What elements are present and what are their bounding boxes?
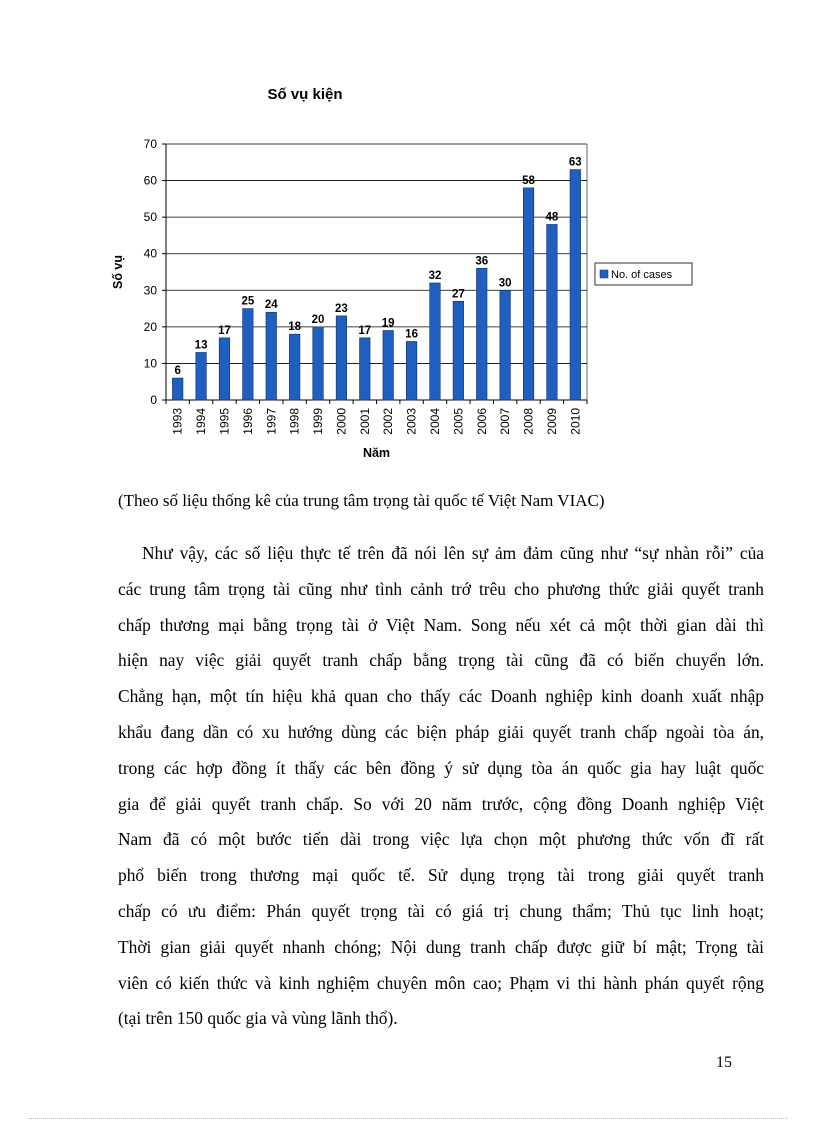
- page-number: 15: [716, 1054, 732, 1071]
- bar: [453, 301, 464, 400]
- bar: [219, 338, 230, 400]
- paragraph-line: khẩu đang dần có xu hướng dùng các biện pháp giải quyết tranh chấp ngoài tòa án,: [118, 721, 764, 742]
- paragraph-line: viên có kiến thức và kinh nghiệm chuyên môn cao; Phạm vi thi hành phán quyết rộng: [118, 972, 764, 993]
- paragraph-line: Chẳng hạn, một tín hiệu khả quan cho thấy các Doanh nghiệp kinh doanh xuất nhập: [118, 686, 764, 707]
- y-tick-label: 10: [143, 356, 157, 371]
- bar: [266, 312, 277, 400]
- bar-value-label: 25: [241, 295, 255, 308]
- x-tick-label: 1997: [264, 408, 279, 435]
- bar: [196, 352, 207, 400]
- bar: [547, 224, 558, 400]
- bar-value-label: 17: [358, 324, 372, 337]
- y-tick-label: 0: [150, 393, 157, 407]
- y-tick-label: 20: [143, 319, 157, 334]
- x-tick-label: 2002: [381, 408, 396, 435]
- paragraph-line: (tại trên 150 quốc gia và vùng lãnh thổ).: [118, 1008, 398, 1029]
- y-tick-label: 70: [143, 137, 157, 151]
- paragraph-line: Nam đã có một bước tiến dài trong việc lựa chọn một phương thức vốn đĩ rất: [118, 829, 764, 850]
- y-tick-label: 50: [143, 210, 157, 225]
- body-paragraph: [118, 536, 764, 1037]
- bar: [289, 334, 300, 400]
- bar-value-label: 63: [568, 156, 582, 169]
- bar-value-label: 48: [545, 211, 559, 224]
- x-tick-label: 2003: [404, 408, 419, 435]
- bar-value-label: 32: [428, 269, 442, 282]
- bar-value-label: 6: [174, 365, 181, 378]
- bar: [570, 170, 581, 400]
- paragraph-line: phổ biến trong thương mại quốc tế. Sử dụng trọng tài trong giải quyết tranh: [118, 865, 764, 886]
- bar-value-label: 17: [218, 324, 231, 337]
- x-tick-label: 1993: [170, 408, 185, 435]
- bar: [383, 331, 394, 400]
- paragraph-line: trong các hợp đồng ít thấy các bên đồng ý sử dụng tòa án quốc gia hay luật quốc: [118, 757, 764, 778]
- y-axis-title: Số vụ: [111, 254, 125, 290]
- paragraph-line: gia để giải quyết tranh chấp. So với 20 năm trước, cộng đồng Doanh nghiệp Việt: [118, 793, 764, 814]
- x-tick-label: 2000: [334, 408, 349, 435]
- paragraph-line: chấp thương mại bằng trọng tài ở Việt Nam. Song nếu xét cả một thời gian dài thì: [118, 614, 764, 635]
- paragraph-line: các trung tâm trọng tài cũng như tình cảnh trớ trêu cho phương thức giải quyết tranh: [118, 578, 764, 599]
- bar-value-label: 30: [498, 277, 512, 290]
- bar-value-label: 23: [335, 302, 348, 315]
- paragraph-line: chấp có ưu điểm: Phán quyết trọng tài có giá trị chung thẩm; Thủ tục linh hoạt;: [118, 900, 764, 921]
- bar-value-label: 58: [522, 174, 535, 187]
- x-axis-title: Năm: [362, 446, 391, 460]
- x-tick-label: 2005: [451, 408, 466, 435]
- y-tick-label: 40: [143, 246, 157, 261]
- bar: [430, 283, 441, 400]
- bar: [406, 341, 417, 400]
- x-tick-label: 1999: [311, 408, 326, 435]
- bar: [313, 327, 324, 400]
- bar: [523, 188, 534, 400]
- bar-value-label: 13: [194, 339, 208, 352]
- x-tick-label: 2007: [498, 408, 513, 435]
- y-tick-label: 60: [143, 173, 157, 188]
- bar-value-label: 18: [288, 321, 302, 334]
- x-tick-label: 2006: [474, 408, 489, 435]
- bar-value-label: 24: [264, 299, 278, 312]
- x-tick-label: 1998: [287, 408, 302, 435]
- x-tick-label: 2010: [568, 408, 583, 435]
- bar: [336, 316, 347, 400]
- bar-value-label: 16: [405, 328, 418, 341]
- x-tick-label: 1995: [217, 408, 232, 435]
- legend-swatch: [600, 270, 608, 278]
- bar: [476, 268, 487, 400]
- bar: [243, 309, 254, 400]
- x-tick-label: 1994: [194, 408, 209, 435]
- footer-divider: [28, 1118, 788, 1119]
- bar-value-label: 20: [311, 313, 325, 326]
- bar: [500, 290, 511, 400]
- bar: [172, 378, 183, 400]
- legend-label: No. of cases: [611, 269, 673, 281]
- paragraph-line: hiện nay việc giải quyết tranh chấp bằng trọng tài cũng đã có biến chuyển lớn.: [118, 650, 764, 671]
- chart-caption: (Theo số liệu thống kê của trung tâm trọng tài quốc tế Việt Nam VIAC): [118, 491, 605, 510]
- bar-chart: [100, 80, 720, 480]
- chart-title: Số vụ kiện: [267, 86, 343, 103]
- bar-value-label: 19: [381, 317, 395, 330]
- bar-value-label: 36: [475, 255, 489, 268]
- x-tick-label: 2001: [357, 408, 372, 435]
- paragraph-line: Thời gian giải quyết nhanh chóng; Nội dung tranh chấp được giữ bí mật; Trọng tài: [118, 936, 764, 957]
- x-tick-label: 2009: [544, 408, 559, 435]
- bar: [360, 338, 371, 400]
- x-tick-label: 1996: [240, 408, 255, 435]
- bar-value-label: 27: [451, 288, 465, 301]
- y-tick-label: 30: [143, 283, 157, 298]
- x-tick-label: 2004: [427, 408, 442, 435]
- x-tick-label: 2008: [521, 408, 536, 435]
- paragraph-line: Như vậy, các số liệu thực tế trên đã nói lên sự ảm đảm cũng như “sự nhàn rỗi” của: [142, 543, 764, 563]
